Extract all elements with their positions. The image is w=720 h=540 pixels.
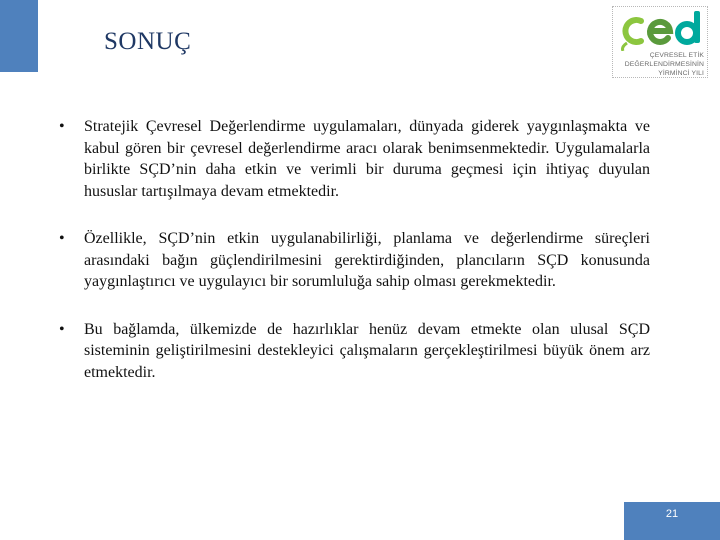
logo-line: DEĞERLENDİRMESİNİN bbox=[624, 61, 704, 68]
bullet-list bbox=[58, 116, 650, 409]
logo-letter-d-bowl bbox=[678, 24, 696, 42]
slide-title: SONUÇ bbox=[104, 28, 192, 55]
bullet-item bbox=[58, 228, 650, 293]
logo-line: YİRMİNCİ YILI bbox=[658, 70, 704, 77]
page-number: 21 bbox=[665, 508, 679, 520]
logo-caption bbox=[613, 51, 704, 78]
bullet-marker: • bbox=[59, 320, 65, 338]
ced-logo bbox=[612, 6, 708, 78]
ced-logo-mark bbox=[617, 9, 705, 51]
bullet-item bbox=[58, 116, 650, 202]
page-number-box bbox=[624, 502, 720, 540]
bullet-text: Özellikle, SÇD’nin etkin uygulanabilirliği, planlama ve değerlendirme süreçleri arasındaki bağın güçlendirilmesini gerektirdiğinden, plancıların SÇD konusunda yaygınlaştırıcı ve uygulayıcı bir sorumluluğa sahip olması gerekmektedir. bbox=[84, 230, 650, 290]
bullet-marker: • bbox=[59, 230, 65, 247]
logo-line: ÇEVRESEL ETİK bbox=[649, 52, 704, 59]
logo-letter-c bbox=[625, 20, 641, 42]
bullet-text: Stratejik Çevresel Değerlendirme uygulamaları, dünyada giderek yaygınlaşmakta ve kabul gören bir çevresel değerlendirme aracı olarak benimsenmektedir. Uygulamalarla birlikte SÇD’nin daha etkin ve verimli bir duruma geçmesi için ihtiyaç duyulan hususlar tartışılmaya devam etmektedir. bbox=[84, 118, 650, 200]
side-accent-bar bbox=[0, 0, 38, 72]
bullet-marker: • bbox=[59, 118, 65, 135]
logo-letter-e bbox=[650, 22, 670, 42]
logo-cedilla bbox=[623, 43, 628, 51]
logo-letter-d-stem bbox=[694, 11, 700, 43]
bullet-item bbox=[58, 319, 650, 384]
bullet-text: Bu bağlamda, ülkemizde de hazırlıklar henüz devam etmekte olan ulusal SÇD sisteminin geliştirilmesini destekleyici çalışmaların gerçekleştirilmesi büyük önem arz etmektedir. bbox=[84, 320, 650, 381]
